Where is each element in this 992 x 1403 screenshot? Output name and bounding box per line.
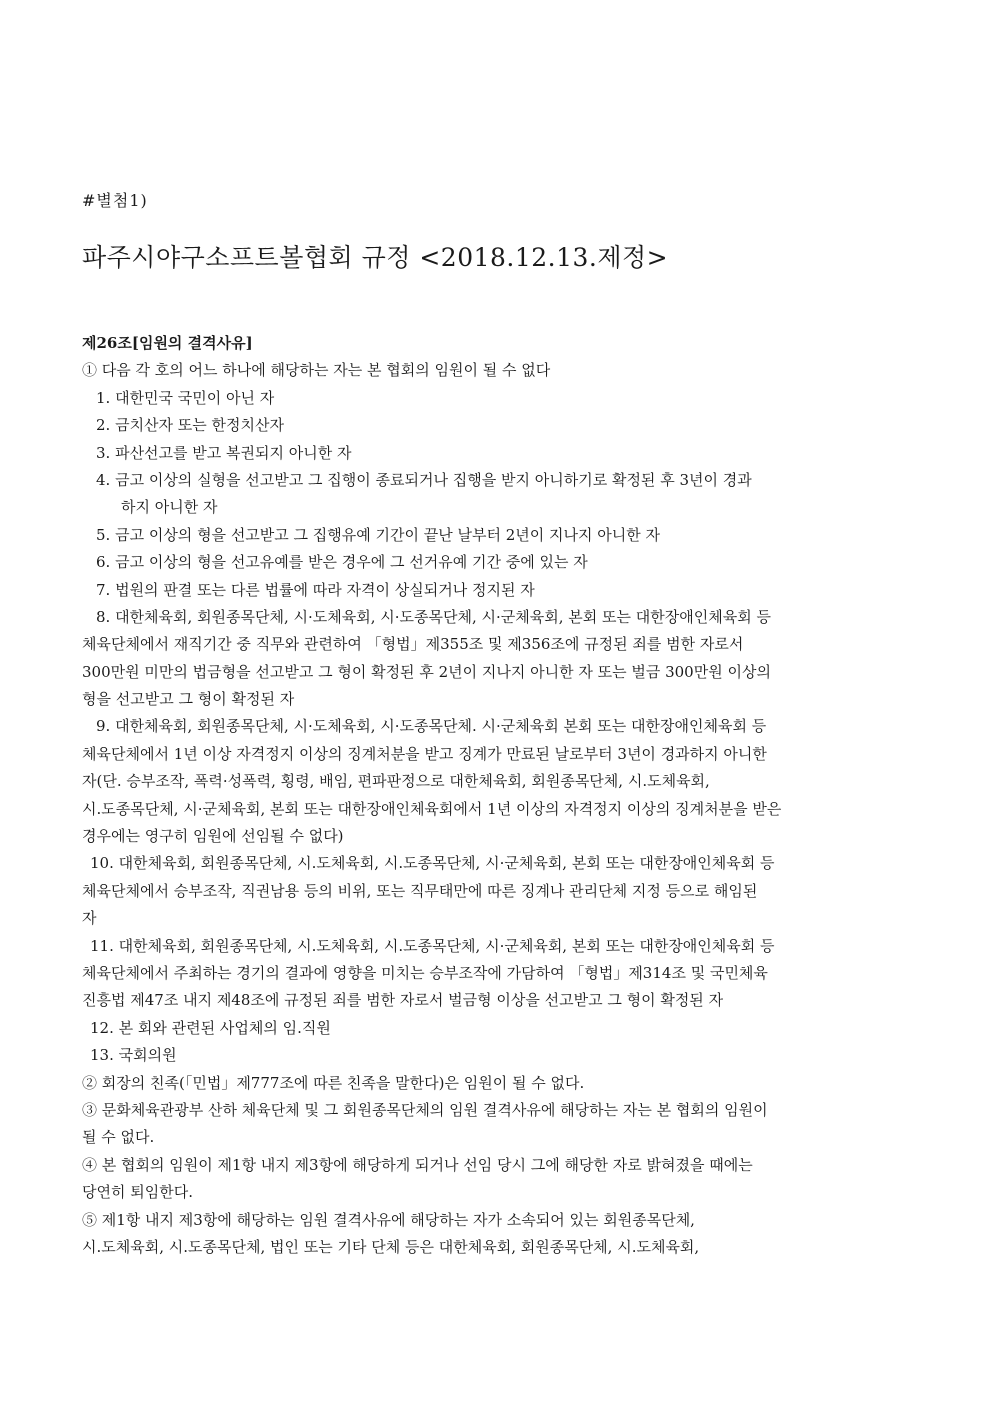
item-10: 10. 대한체육회, 회원종목단체, 시.도체육회, 시.도종목단체, 시·군체육회, 본회 또는 대한장애인체육회 등 [90,854,775,873]
item-8-cont: 300만원 미만의 법금형을 선고받고 그 형이 확정된 후 2년이 지나지 아니한 자 또는 벌금 300만원 이상의 [82,662,771,681]
item-11-cont: 체육단체에서 주최하는 경기의 결과에 영향을 미치는 승부조작에 가담하여 「형법」제314조 및 국민체육 [82,963,768,982]
document-title: 파주시야구소프트볼협회 규정 <2018.12.13.제정> [82,243,669,272]
attachment-label: #별첨1) [82,191,148,210]
item-8-cont: 체육단체에서 재직기간 중 직무와 관련하여 「형법」제355조 및 제356조에 규정된 죄를 범한 자로서 [82,635,744,654]
clause-2: ② 회장의 친족(「민법」제777조에 따른 친족을 말한다)은 임원이 될 수 없다. [82,1073,585,1092]
clause-1: ① 다음 각 호의 어느 하나에 해당하는 자는 본 협회의 임원이 될 수 없다 [82,361,551,380]
item-4-cont: 하지 아니한 자 [121,498,218,517]
item-10-cont: 체육단체에서 승부조작, 직권남용 등의 비위, 또는 직무태만에 따른 징계나 관리단체 지정 등으로 해임된 [82,881,758,900]
item-5: 5. 금고 이상의 형을 선고받고 그 집행유예 기간이 끝난 날부터 2년이 지나지 아니한 자 [96,525,661,544]
item-9-cont: 체육단체에서 1년 이상 자격정지 이상의 징계처분을 받고 징계가 만료된 날로부터 3년이 경과하지 아니한 [82,744,767,763]
item-6: 6. 금고 이상의 형을 선고유예를 받은 경우에 그 선거유예 기간 중에 있는 자 [96,553,588,572]
item-9-cont: 시.도종목단체, 시·군체육회, 본회 또는 대한장애인체육회에서 1년 이상의 자격정지 이상의 징계처분을 받은 [82,799,782,818]
clause-3-cont: 될 수 없다. [82,1128,155,1147]
item-9-cont: 자(단. 승부조작, 폭력·성폭력, 횡령, 배임, 편파판정으로 대한체육회, 회원종목단체, 시.도체육회, [82,772,710,791]
item-7: 7. 법원의 판결 또는 다른 법률에 따라 자격이 상실되거나 정지된 자 [96,580,535,599]
clause-4: ④ 본 협회의 임원이 제1항 내지 제3항에 해당하게 되거나 선임 당시 그에 해당한 자로 밝혀졌을 때에는 [82,1155,753,1174]
item-1: 1. 대한민국 국민이 아닌 자 [96,388,275,407]
item-8: 8. 대한체육회, 회원종목단체, 시·도체육회, 시·도종목단체, 시·군체육회, 본회 또는 대한장애인체육회 등 [96,607,771,626]
article-26 [82,330,912,1261]
item-8-cont: 형을 선고받고 그 형이 확정된 자 [82,690,295,709]
item-13: 13. 국회의원 [90,1046,177,1065]
item-2: 2. 금치산자 또는 한정치산자 [96,416,285,435]
item-10-cont: 자 [82,909,97,928]
article-heading: 제26조[임원의 결격사유] [82,334,253,352]
item-12: 12. 본 회와 관련된 사업체의 임.직원 [90,1018,331,1037]
clause-3: ③ 문화체육관광부 산하 체육단체 및 그 회원종목단체의 임원 결격사유에 해당하는 자는 본 협회의 임원이 [82,1100,768,1119]
item-3: 3. 파산선고를 받고 복권되지 아니한 자 [96,443,352,462]
item-11: 11. 대한체육회, 회원종목단체, 시.도체육회, 시.도종목단체, 시·군체육회, 본회 또는 대한장애인체육회 등 [90,936,775,955]
item-9: 9. 대한체육회, 회원종목단체, 시·도체육회, 시·도종목단체. 시·군체육회 본회 또는 대한장애인체육회 등 [96,717,767,736]
item-4: 4. 금고 이상의 실형을 선고받고 그 집행이 종료되거나 집행을 받지 아니하기로 확정된 후 3년이 경과 [96,470,752,489]
clause-5-cont: 시.도체육회, 시.도종목단체, 법인 또는 기타 단체 등은 대한체육회, 회원종목단체, 시.도체육회, [82,1237,700,1256]
clause-4-cont: 당연히 퇴임한다. [82,1183,193,1202]
item-11-cont: 진흥법 제47조 내지 제48조에 규정된 죄를 범한 자로서 벌금형 이상을 선고받고 그 형이 확정된 자 [82,991,724,1010]
item-9-cont: 경우에는 영구히 임원에 선임될 수 없다) [82,827,344,846]
clause-5: ⑤ 제1항 내지 제3항에 해당하는 임원 결격사유에 해당하는 자가 소속되어 있는 회원종목단체, [82,1210,695,1229]
